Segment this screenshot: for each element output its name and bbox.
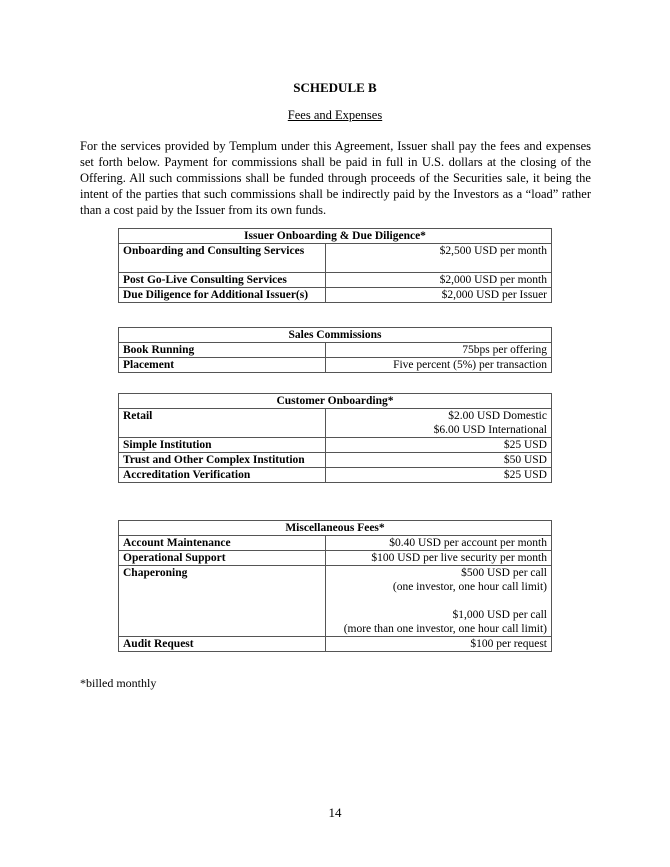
customer-onboarding-table — [118, 393, 552, 483]
fee-value: $2,000 USD per Issuer — [326, 288, 552, 303]
fee-value: $100 USD per live security per month — [326, 551, 552, 566]
fee-value-line: $2.00 USD Domestic — [448, 410, 547, 422]
issuer-onboarding-table — [118, 228, 552, 303]
table-title: Sales Commissions — [119, 328, 552, 343]
table-row — [119, 343, 552, 358]
fee-value: Five percent (5%) per transaction — [326, 358, 552, 373]
table-row — [119, 438, 552, 453]
table-row — [119, 551, 552, 566]
fee-label: Audit Request — [119, 637, 326, 652]
table-row — [119, 468, 552, 483]
fee-label: Post Go-Live Consulting Services — [119, 273, 326, 288]
table-row — [119, 358, 552, 373]
table-row — [119, 453, 552, 468]
fee-value-line: $6.00 USD International — [433, 424, 547, 436]
fee-label: Chaperoning — [119, 566, 326, 637]
fee-value: $25 USD — [326, 438, 552, 453]
fee-label: Due Diligence for Additional Issuer(s) — [119, 288, 326, 303]
schedule-title: SCHEDULE B — [293, 80, 377, 95]
fee-value-line: (more than one investor, one hour call limit) — [343, 623, 547, 635]
fee-value: $50 USD — [326, 453, 552, 468]
section-subtitle: Fees and Expenses — [287, 108, 383, 122]
table-title: Issuer Onboarding & Due Diligence* — [119, 229, 552, 244]
footnote: *billed monthly — [80, 676, 157, 690]
table-row — [119, 244, 552, 273]
table-row — [119, 288, 552, 303]
table-title: Miscellaneous Fees* — [119, 521, 552, 536]
table-row — [119, 409, 552, 438]
fee-label: Onboarding and Consulting Services — [119, 244, 326, 273]
fee-value-line: $1,000 USD per call — [452, 609, 547, 621]
fee-value — [326, 409, 552, 438]
fee-label: Simple Institution — [119, 438, 326, 453]
fee-value: $0.40 USD per account per month — [326, 536, 552, 551]
fee-label: Accreditation Verification — [119, 468, 326, 483]
table-row — [119, 536, 552, 551]
fee-value — [326, 566, 552, 637]
fee-value: $2,500 USD per month — [326, 244, 552, 273]
intro-paragraph: For the services provided by Templum under this Agreement, Issuer shall pay the fees and expenses set forth below. Payment for commissions shall be paid in full in U.S. dollars at the closing of the Offering. All such commissions shall be funded through proceeds of the Securities sale, it being the intent of the parties that such commissions shall be indirectly paid by the Investors as a “load” rather than a cost paid by the Issuer from its own funds. — [80, 139, 591, 217]
fee-value: $100 per request — [326, 637, 552, 652]
table-row — [119, 566, 552, 637]
fee-label: Operational Support — [119, 551, 326, 566]
fee-value: 75bps per offering — [326, 343, 552, 358]
miscellaneous-fees-table — [118, 520, 552, 652]
fee-label: Trust and Other Complex Institution — [119, 453, 326, 468]
table-row — [119, 273, 552, 288]
sales-commissions-table — [118, 327, 552, 373]
fee-value: $2,000 USD per month — [326, 273, 552, 288]
fee-label: Book Running — [119, 343, 326, 358]
page-number: 14 — [328, 805, 342, 820]
fee-label: Account Maintenance — [119, 536, 326, 551]
fee-label: Placement — [119, 358, 326, 373]
fee-value: $25 USD — [326, 468, 552, 483]
spacer — [330, 594, 547, 608]
table-title: Customer Onboarding* — [119, 394, 552, 409]
fee-value-line: $500 USD per call — [461, 567, 547, 579]
table-row — [119, 637, 552, 652]
fee-label: Retail — [119, 409, 326, 438]
fee-value-line: (one investor, one hour call limit) — [392, 581, 547, 593]
